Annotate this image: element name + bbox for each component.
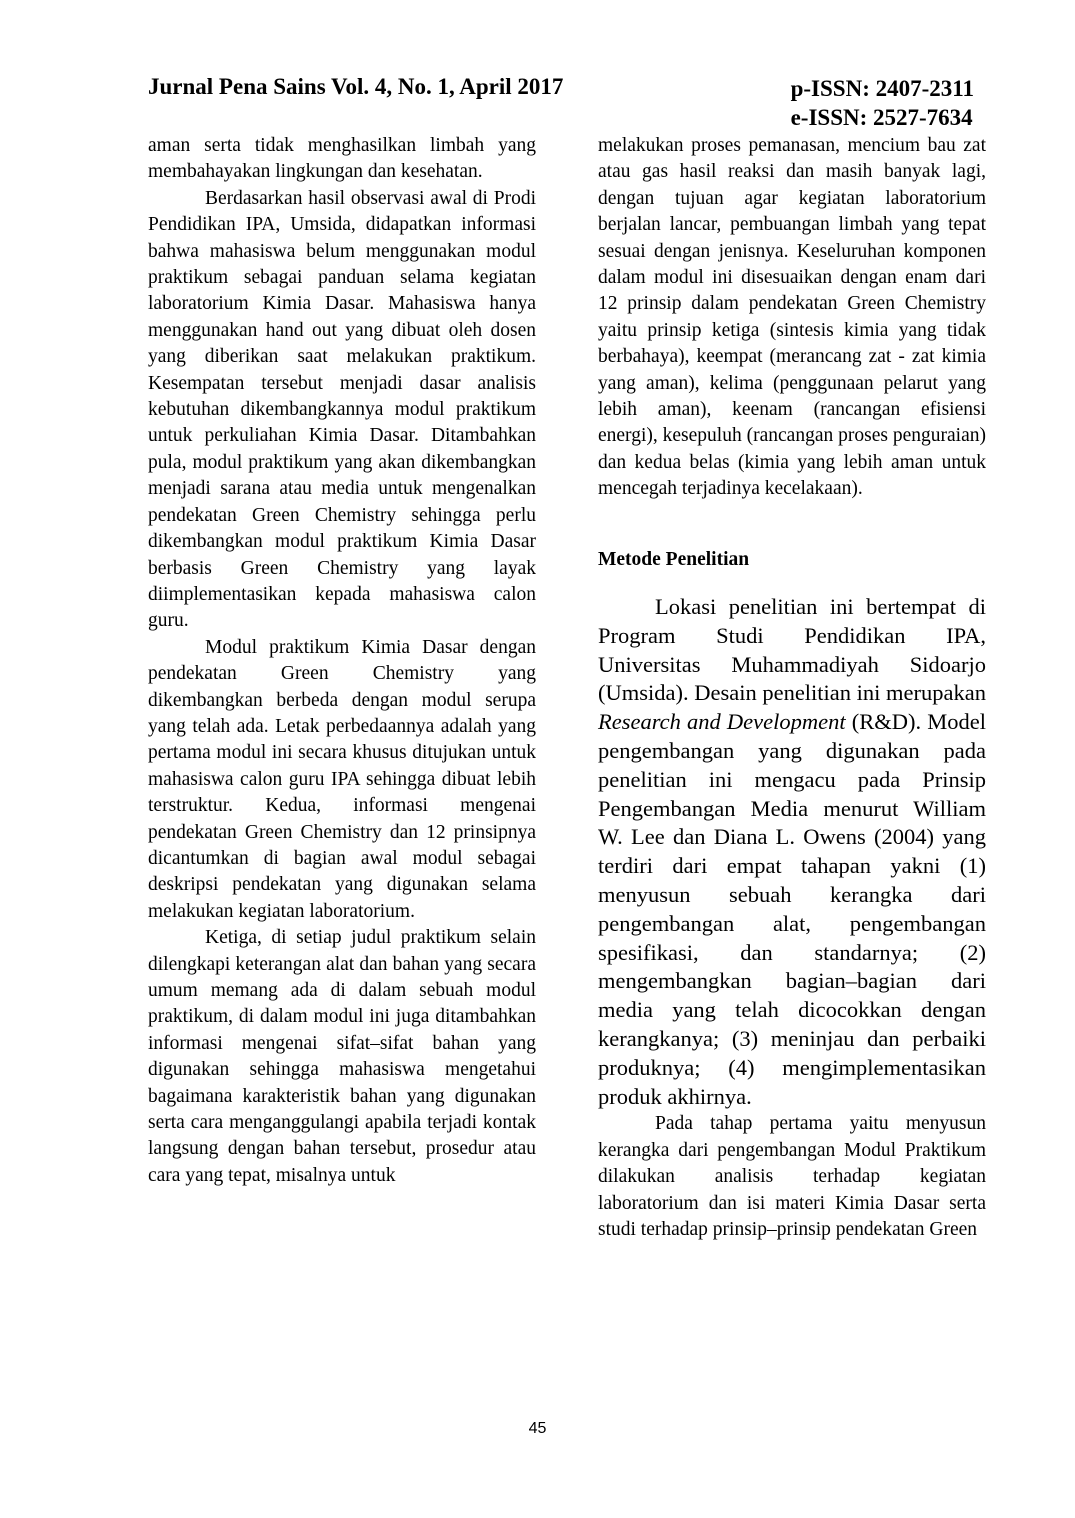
left-column	[148, 133, 536, 1189]
paragraph: melakukan proses pemanasan, mencium bau zat atau gas hasil reaksi dan masih banyak lagi, dengan tujuan agar kegiatan laboratorium berjalan lancar, pembuangan limbah yang tepat sesuai dengan jenisnya. Keseluruhan komponen dalam modul ini disesuaikan dengan enam dari 12 prinsip dalam pendekatan Green Chemistry yaitu prinsip ketiga (sintesis kimia yang tidak berbahaya), keempat (merancang zat - zat kimia yang aman), kelima (penggunaan pelarut yang lebih aman), keenam (rancangan efisiensi energi), kesepuluh (rancangan proses penguraian) dan kedua belas (kimia yang lebih aman untuk mencegah terjadinya kecelakaan).	[598, 135, 986, 500]
paragraph-text: (R&D). Model pengembangan yang digunakan pada penelitian ini mengacu pada Prinsip Pengembangan Media menurut William W. Lee dan Diana L. Owens (2004) yang terdiri dari empat tahapan yakni (1) menyusun sebuah kerangka dari pengembangan alat, pengembangan spesifikasi, dan standarnya; (2) mengembangkan bagian–bagian dari media yang telah dicocokkan dengan kerangkanya; (3) meninjau dan perbaiki produknya; (4) mengimplementasikan produk akhirnya.	[598, 709, 986, 1109]
paragraph: Ketiga, di setiap judul praktikum selain dilengkapi keterangan alat dan bahan yang secara umum memang ada di dalam sebuah modul praktikum, di dalam modul ini juga ditambahkan informasi mengenai sifat–sifat bahan yang digunakan sehingga mahasiswa mengetahui bagaimana karakteristik bahan yang digunakan serta cara menganggulangi apabila terjadi kontak langsung dengan bahan tersebut, prosedur atau cara yang tepat, misalnya untuk	[148, 927, 536, 1186]
e-issn: e-ISSN: 2527-7634	[790, 105, 973, 130]
italic-term: Research and Development	[598, 709, 846, 735]
paragraph: Modul praktikum Kimia Dasar dengan pendekatan Green Chemistry yang dikembangkan berbeda dengan modul serupa yang telah ada. Letak perbedaannya adalah yang pertama modul ini secara khusus ditujukan untuk mahasiswa calon guru IPA sehingga dibuat lebih terstruktur. Kedua, informasi mengenai pendekatan Green Chemistry dan 12 prinsipnya dicantumkan di bagian awal modul sebagai deskripsi pendekatan yang digunakan selama melakukan kegiatan laboratorium.	[148, 636, 536, 922]
right-column	[598, 133, 986, 1243]
paragraph-text: Lokasi penelitian ini bertempat di Program Studi Pendidikan IPA, Universitas Muhammadiyah Sidoarjo (Umsida). Desain penelitian ini merupakan	[598, 594, 987, 706]
issn-block	[791, 74, 974, 132]
journal-title: Jurnal Pena Sains Vol. 4, No. 1, April 2017	[148, 74, 564, 99]
p-issn: p-ISSN: 2407-2311	[790, 76, 974, 101]
paragraph	[598, 593, 986, 1111]
paragraph: aman serta tidak menghasilkan limbah yang membahayakan lingkungan dan kesehatan.	[148, 135, 536, 183]
section-title: Metode Penelitian	[598, 548, 750, 570]
paragraph: Berdasarkan hasil observasi awal di Prodi Pendidikan IPA, Umsida, didapatkan informasi bahwa mahasiswa belum menggunakan modul praktikum sebagai panduan selama kegiatan laboratorium Kimia Dasar. Mahasiswa hanya menggunakan hand out yang dibuat oleh dosen yang diberikan saat melakukan praktikum. Kesempatan tersebut menjadi dasar analisis kebutuhan dikembangkannya modul praktikum untuk perkuliahan Kimia Dasar. Ditambahkan pula, modul praktikum yang akan dikembangkan menjadi sarana atau media untuk mengenalkan pendekatan Green Chemistry sehingga perlu dikembangkan modul praktikum Kimia Dasar berbasis Green Chemistry yang layak diimplementasikan kepada mahasiswa calon guru.	[148, 187, 536, 632]
paragraph: Pada tahap pertama yaitu menyusun kerangka dari pengembangan Modul Praktikum dilakukan analisis terhadap kegiatan laboratorium dan isi materi Kimia Dasar serta studi terhadap prinsip–prinsip pendekatan Green	[598, 1113, 986, 1241]
page-number: 45	[528, 1420, 547, 1437]
